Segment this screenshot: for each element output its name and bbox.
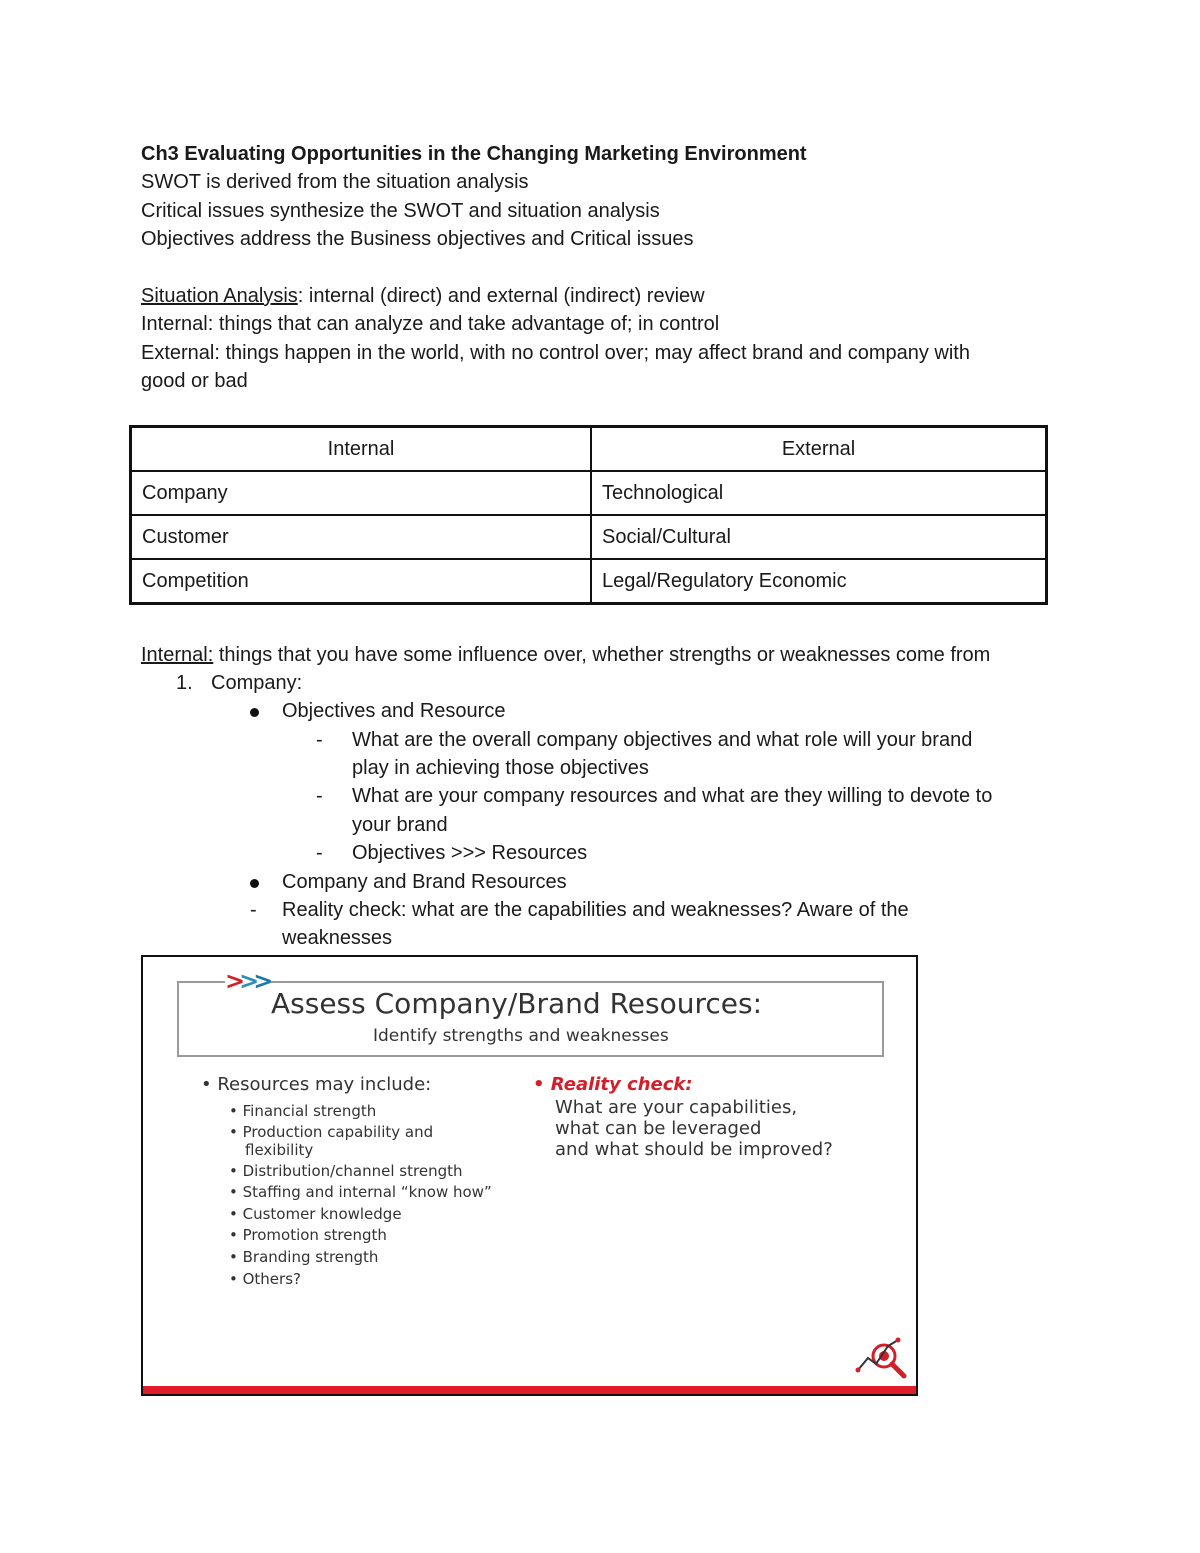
table-cell: Technological (591, 471, 1047, 515)
intro-line-3: Objectives address the Business objectives and Critical issues (141, 228, 694, 250)
dash-icon: - (316, 785, 323, 807)
bullet-objectives-resource: Objectives and Resource (282, 700, 506, 722)
situation-analysis-label: Situation Analysis (141, 285, 298, 307)
internal-section-line (141, 641, 990, 669)
external-definition-2: good or bad (141, 370, 248, 392)
resource-item: • Promotion strength (229, 1226, 387, 1244)
table-row (131, 471, 1047, 515)
table-row (131, 559, 1047, 604)
table-cell: Company (131, 471, 592, 515)
table-row (131, 515, 1047, 559)
reality-check-line: What are your capabilities, (555, 1097, 798, 1118)
resource-item: flexibility (245, 1141, 314, 1159)
bullet-icon (250, 879, 259, 888)
dash-icon: - (250, 899, 257, 921)
resource-item: • Others? (229, 1270, 301, 1288)
situation-analysis-line (141, 282, 705, 310)
intro-line-2: Critical issues synthesize the SWOT and situation analysis (141, 200, 660, 222)
table-header-external: External (591, 427, 1047, 472)
dash-item-1b: play in achieving those objectives (352, 757, 649, 779)
slide-bottom-bar (143, 1386, 916, 1394)
situation-table (129, 425, 1048, 605)
reality-check-line: what can be leveraged (555, 1118, 762, 1139)
chevrons-icon: >>> (225, 967, 268, 995)
document-title: Ch3 Evaluating Opportunities in the Changing Marketing Environment (141, 143, 807, 165)
table-cell: Legal/Regulatory Economic (591, 559, 1047, 604)
reality-check-line: and what should be improved? (555, 1139, 833, 1160)
dash-icon: - (316, 842, 323, 864)
internal-section-text: things that you have some influence over, whether strengths or weaknesses come from (213, 644, 991, 666)
external-definition-1: External: things happen in the world, with no control over; may affect brand and company with (141, 342, 970, 364)
bullet-icon (250, 708, 259, 717)
dash-item-1a: What are the overall company objectives and what role will your brand (352, 729, 973, 751)
table-cell: Customer (131, 515, 592, 559)
list-number: 1. (176, 672, 193, 694)
table-cell: Competition (131, 559, 592, 604)
bullet-company-brand-resources: Company and Brand Resources (282, 871, 567, 893)
magnifier-logo-icon (854, 1334, 910, 1380)
resource-item: • Staffing and internal “know how” (229, 1183, 492, 1201)
dash-item-2a: What are your company resources and what are they willing to devote to (352, 785, 993, 807)
internal-definition: Internal: things that can analyze and take advantage of; in control (141, 313, 720, 335)
dash-item-4b: weaknesses (282, 927, 393, 949)
resource-item: • Distribution/channel strength (229, 1162, 463, 1180)
reality-check-heading: • Reality check: (533, 1074, 693, 1095)
resources-heading: • Resources may include: (201, 1074, 432, 1095)
table-header-row (131, 427, 1047, 472)
dash-icon: - (316, 729, 323, 751)
resource-item: • Branding strength (229, 1248, 379, 1266)
internal-section-label: Internal: (141, 644, 214, 666)
dash-item-2b: your brand (352, 814, 448, 836)
dash-item-4a: Reality check: what are the capabilities and weaknesses? Aware of the (282, 899, 909, 921)
table-header-internal: Internal (131, 427, 592, 472)
resource-item: • Production capability and (229, 1123, 434, 1141)
intro-line-1: SWOT is derived from the situation analysis (141, 171, 529, 193)
resource-item: • Customer knowledge (229, 1205, 402, 1223)
embedded-slide (141, 955, 918, 1396)
dash-item-3: Objectives >>> Resources (352, 842, 588, 864)
slide-subtitle: Identify strengths and weaknesses (373, 1026, 669, 1046)
situation-analysis-text: : internal (direct) and external (indirect) review (297, 285, 705, 307)
table-cell: Social/Cultural (591, 515, 1047, 559)
list-item-company: Company: (211, 672, 303, 694)
slide-title: Assess Company/Brand Resources: (271, 987, 762, 1020)
resource-item: • Financial strength (229, 1102, 377, 1120)
